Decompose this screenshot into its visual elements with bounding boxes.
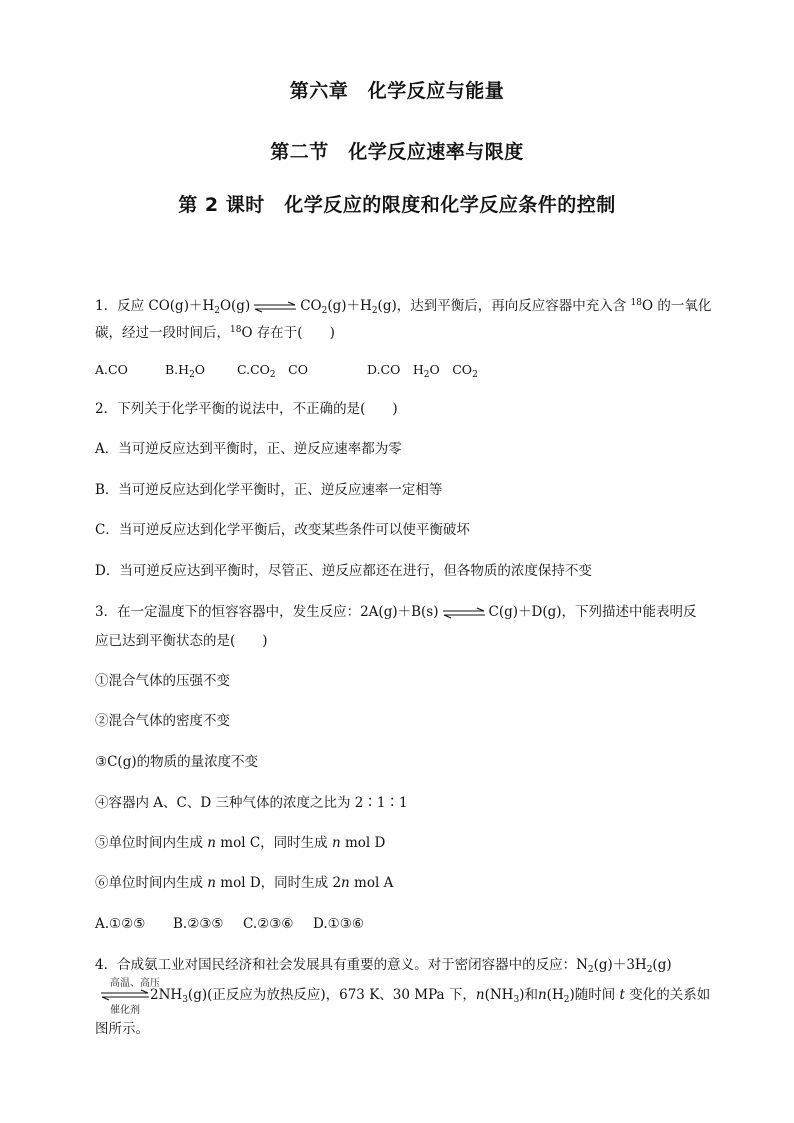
q2-option-c[interactable]: C．当可逆反应达到化学平衡后，改变某些条件可以使平衡破坏 [95,522,470,538]
q3-item-1: ①混合气体的压强不变 [95,673,230,689]
equilibrium-arrow-icon [253,301,297,313]
q2-stem: 2．下列关于化学平衡的说法中，不正确的是( ) [95,401,398,417]
q3-item-6: ⑥单位时间内生成 n mol D，同时生成 2n mol A [95,875,394,891]
q3-option-b[interactable]: B.②③⑤ [173,916,224,932]
q1-option-c[interactable]: $C.CO_2$ CO [237,362,308,380]
lesson-title: 第 2 课时 化学反应的限度和化学反应条件的控制 [178,194,616,216]
q2-option-a[interactable]: A．当可逆反应达到平衡时，正、逆反应速率都为零 [95,441,402,457]
section-title: 第二节 化学反应速率与限度 [270,141,524,163]
q3-item-2: ②混合气体的密度不变 [95,713,230,729]
q3-item-4: ④容器内 A、C、D 三种气体的浓度之比为 2∶1∶1 [95,795,408,811]
q3-item-5: ⑤单位时间内生成 n mol C，同时生成 n mol D [95,835,386,851]
q2-option-b[interactable]: B．当可逆反应达到化学平衡时，正、逆反应速率一定相等 [95,482,443,498]
q3-option-d[interactable]: D.①③⑥ [313,916,364,932]
q3-stem-line2: 应已达到平衡状态的是( ) [95,633,268,649]
q3-option-c[interactable]: C.②③⑥ [243,916,294,932]
q1-stem-line1: 1．反应 $CO(g)+H_2O(g)$ $CO_2(g)+H_2(g)$，达到平衡后，再向反应容器中充入含 $^{18}$O 的一氧化 [95,298,712,316]
q3-option-a[interactable]: A.①②⑤ [95,916,146,932]
q1-options [95,360,715,385]
q1-option-d[interactable]: D.CO $H_2O$ $CO_2$ [367,362,478,380]
q2-option-d[interactable]: D．当可逆反应达到平衡时，尽管正、逆反应都还在进行，但各物质的浓度保持不变 [95,563,592,579]
equilibrium-arrow-icon [100,989,150,1001]
q4-stem-line3: 图所示。 [95,1021,149,1037]
chapter-title: 第六章 化学反应与能量 [289,80,505,102]
q4-condition-bottom: 催化剂 [110,1005,140,1016]
q1-option-b[interactable]: $B.H_2O$ [165,362,206,380]
q1-option-a[interactable]: A.CO [95,362,128,377]
q3-options [95,914,715,934]
q3-stem-line1: 3．在一定温度下的恒容容器中，发生反应：2A(g)＋B(s) C(g)＋D(g)，下列描述中能表明反 [95,604,697,620]
equilibrium-arrow-icon [442,607,486,619]
q1-stem-line2: 碳，经过一段时间后，$^{18}$O 存在于( ) [95,325,335,341]
q3-item-3: ③C(g)的物质的量浓度不变 [95,754,259,770]
q4-stem-line1: 4．合成氨工业对国民经济和社会发展具有重要的意义。对于密闭容器中的反应：$N_2(g)+3H_2(g)$ [95,957,672,975]
q4-condition-top: 高温、高压 [110,978,160,989]
q4-stem-line2: $2NH_3(g)$(正反应为放热反应)，673 K、30 MPa 下，$n(NH_3)$和$n(H_2)$随时间 t 变化的关系如 [150,987,711,1005]
